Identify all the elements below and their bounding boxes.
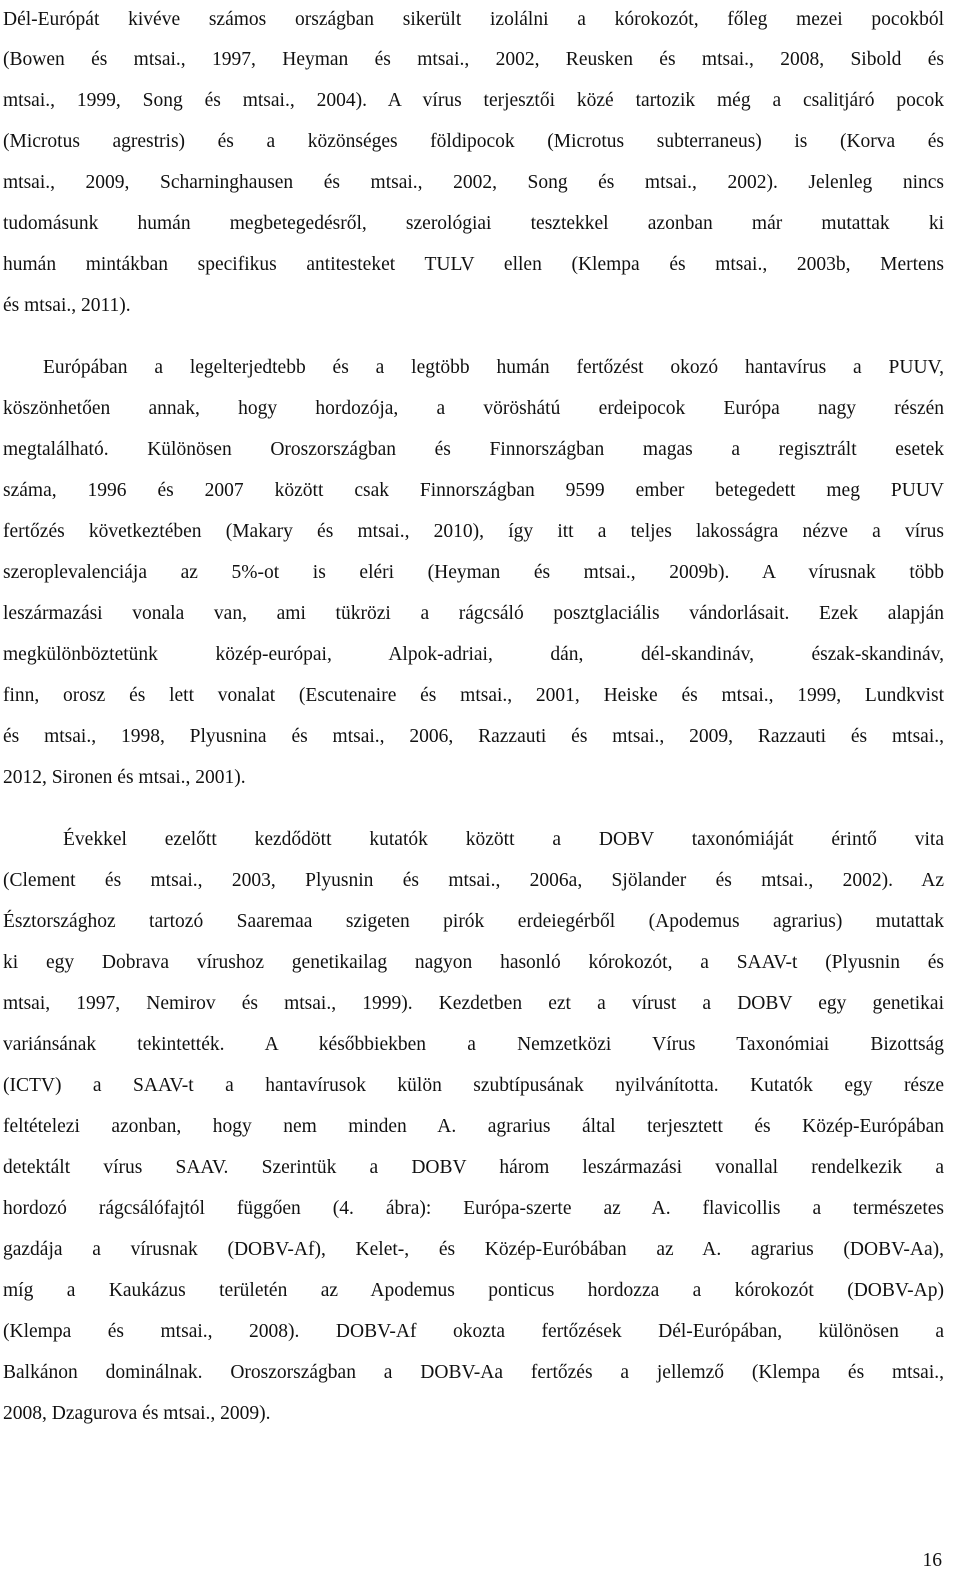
text-line: finn, orosz és lett vonalat (Escutenaire és mtsai., 2001, Heiske és mtsai., 1999, Lundkvist xyxy=(3,685,944,706)
text-line: variánsának tekintették. A későbbiekben a Nemzetközi Vírus Taxonómiai Bizottság xyxy=(3,1034,944,1055)
text-line: és mtsai., 1998, Plyusnina és mtsai., 2006, Razzauti és mtsai., 2009, Razzauti és mtsai., xyxy=(3,726,944,747)
text-line: (Clement és mtsai., 2003, Plyusnin és mtsai., 2006a, Sjölander és mtsai., 2002). Az xyxy=(3,870,944,891)
text-line: szeroplevalenciája az 5%-ot is eléri (Heyman és mtsai., 2009b). A vírusnak több xyxy=(3,562,944,583)
text-line: (ICTV) a SAAV-t a hantavírusok külön szubtípusának nyilvánította. Kutatók egy része xyxy=(3,1075,944,1096)
text-line: ki egy Dobrava vírushoz genetikailag nagyon hasonló kórokozót, a SAAV-t (Plyusnin és xyxy=(3,952,944,973)
text-line: 2008, Dzagurova és mtsai., 2009). xyxy=(3,1403,271,1424)
text-line: hordozó rágcsálófajtól függően (4. ábra): Európa-szerte az A. flavicollis a természetes xyxy=(3,1198,944,1219)
text-line: tudomásunk humán megbetegedésről, szerológiai tesztekkel azonban már mutattak ki xyxy=(3,213,944,234)
text-line: gazdája a vírusnak (DOBV-Af), Kelet-, és Közép-Euróbában az A. agrarius (DOBV-Aa), xyxy=(3,1239,944,1260)
text-line: detektált vírus SAAV. Szerintük a DOBV három leszármazási vonallal rendelkezik a xyxy=(3,1157,944,1178)
text-line: mtsai, 1997, Nemirov és mtsai., 1999). Kezdetben ezt a vírust a DOBV egy genetikai xyxy=(3,993,944,1014)
text-line: megkülönböztetünk közép-európai, Alpok-adriai, dán, dél-skandináv, észak-skandináv, xyxy=(3,644,944,665)
text-line: feltételezi azonban, hogy nem minden A. agrarius által terjesztett és Közép-Európában xyxy=(3,1116,944,1137)
page-number: 16 xyxy=(922,1550,942,1571)
text-line: száma, 1996 és 2007 között csak Finnországban 9599 ember betegedett meg PUUV xyxy=(3,480,944,501)
text-line: Balkánon dominálnak. Oroszországban a DOBV-Aa fertőzés a jellemző (Klempa és mtsai., xyxy=(3,1362,944,1383)
text-line: Észtországhoz tartozó Saaremaa szigeten pirók erdeiegérből (Apodemus agrarius) mutattak xyxy=(3,911,944,932)
text-line: megtalálható. Különösen Oroszországban és Finnországban magas a regisztrált esetek xyxy=(3,439,944,460)
text-line: Európában a legelterjedtebb és a legtöbb humán fertőzést okozó hantavírus a PUUV, xyxy=(43,357,944,378)
text-line: mtsai., 1999, Song és mtsai., 2004). A vírus terjesztői közé tartozik még a csalitjáró pocok xyxy=(3,90,944,111)
text-line: mtsai., 2009, Scharninghausen és mtsai., 2002, Song és mtsai., 2002). Jelenleg nincs xyxy=(3,172,944,193)
text-line: míg a Kaukázus területén az Apodemus ponticus hordozza a kórokozót (DOBV-Ap) xyxy=(3,1280,944,1301)
text-line: Dél-Európát kivéve számos országban sikerült izolálni a kórokozót, főleg mezei pocokból xyxy=(3,9,944,30)
text-line: humán mintákban specifikus antitesteket TULV ellen (Klempa és mtsai., 2003b, Mertens xyxy=(3,254,944,275)
text-line: leszármazási vonala van, ami tükrözi a rágcsáló posztglaciális vándorlásait. Ezek alapján xyxy=(3,603,944,624)
text-line: 2012, Sironen és mtsai., 2001). xyxy=(3,767,246,788)
text-line: fertőzés következtében (Makary és mtsai., 2010), így itt a teljes lakosságra nézve a vírus xyxy=(3,521,944,542)
text-line: és mtsai., 2011). xyxy=(3,295,131,316)
text-line: Évekkel ezelőtt kezdődött kutatók között a DOBV taxonómiáját érintő vita xyxy=(63,829,944,850)
text-line: (Bowen és mtsai., 1997, Heyman és mtsai., 2002, Reusken és mtsai., 2008, Sibold és xyxy=(3,49,944,70)
text-line: köszönhetően annak, hogy hordozója, a vöröshátú erdeipocok Európa nagy részén xyxy=(3,398,944,419)
text-line: (Klempa és mtsai., 2008). DOBV-Af okozta fertőzések Dél-Európában, különösen a xyxy=(3,1321,944,1342)
text-line: (Microtus agrestris) és a közönséges földipocok (Microtus subterraneus) is (Korva és xyxy=(3,131,944,152)
